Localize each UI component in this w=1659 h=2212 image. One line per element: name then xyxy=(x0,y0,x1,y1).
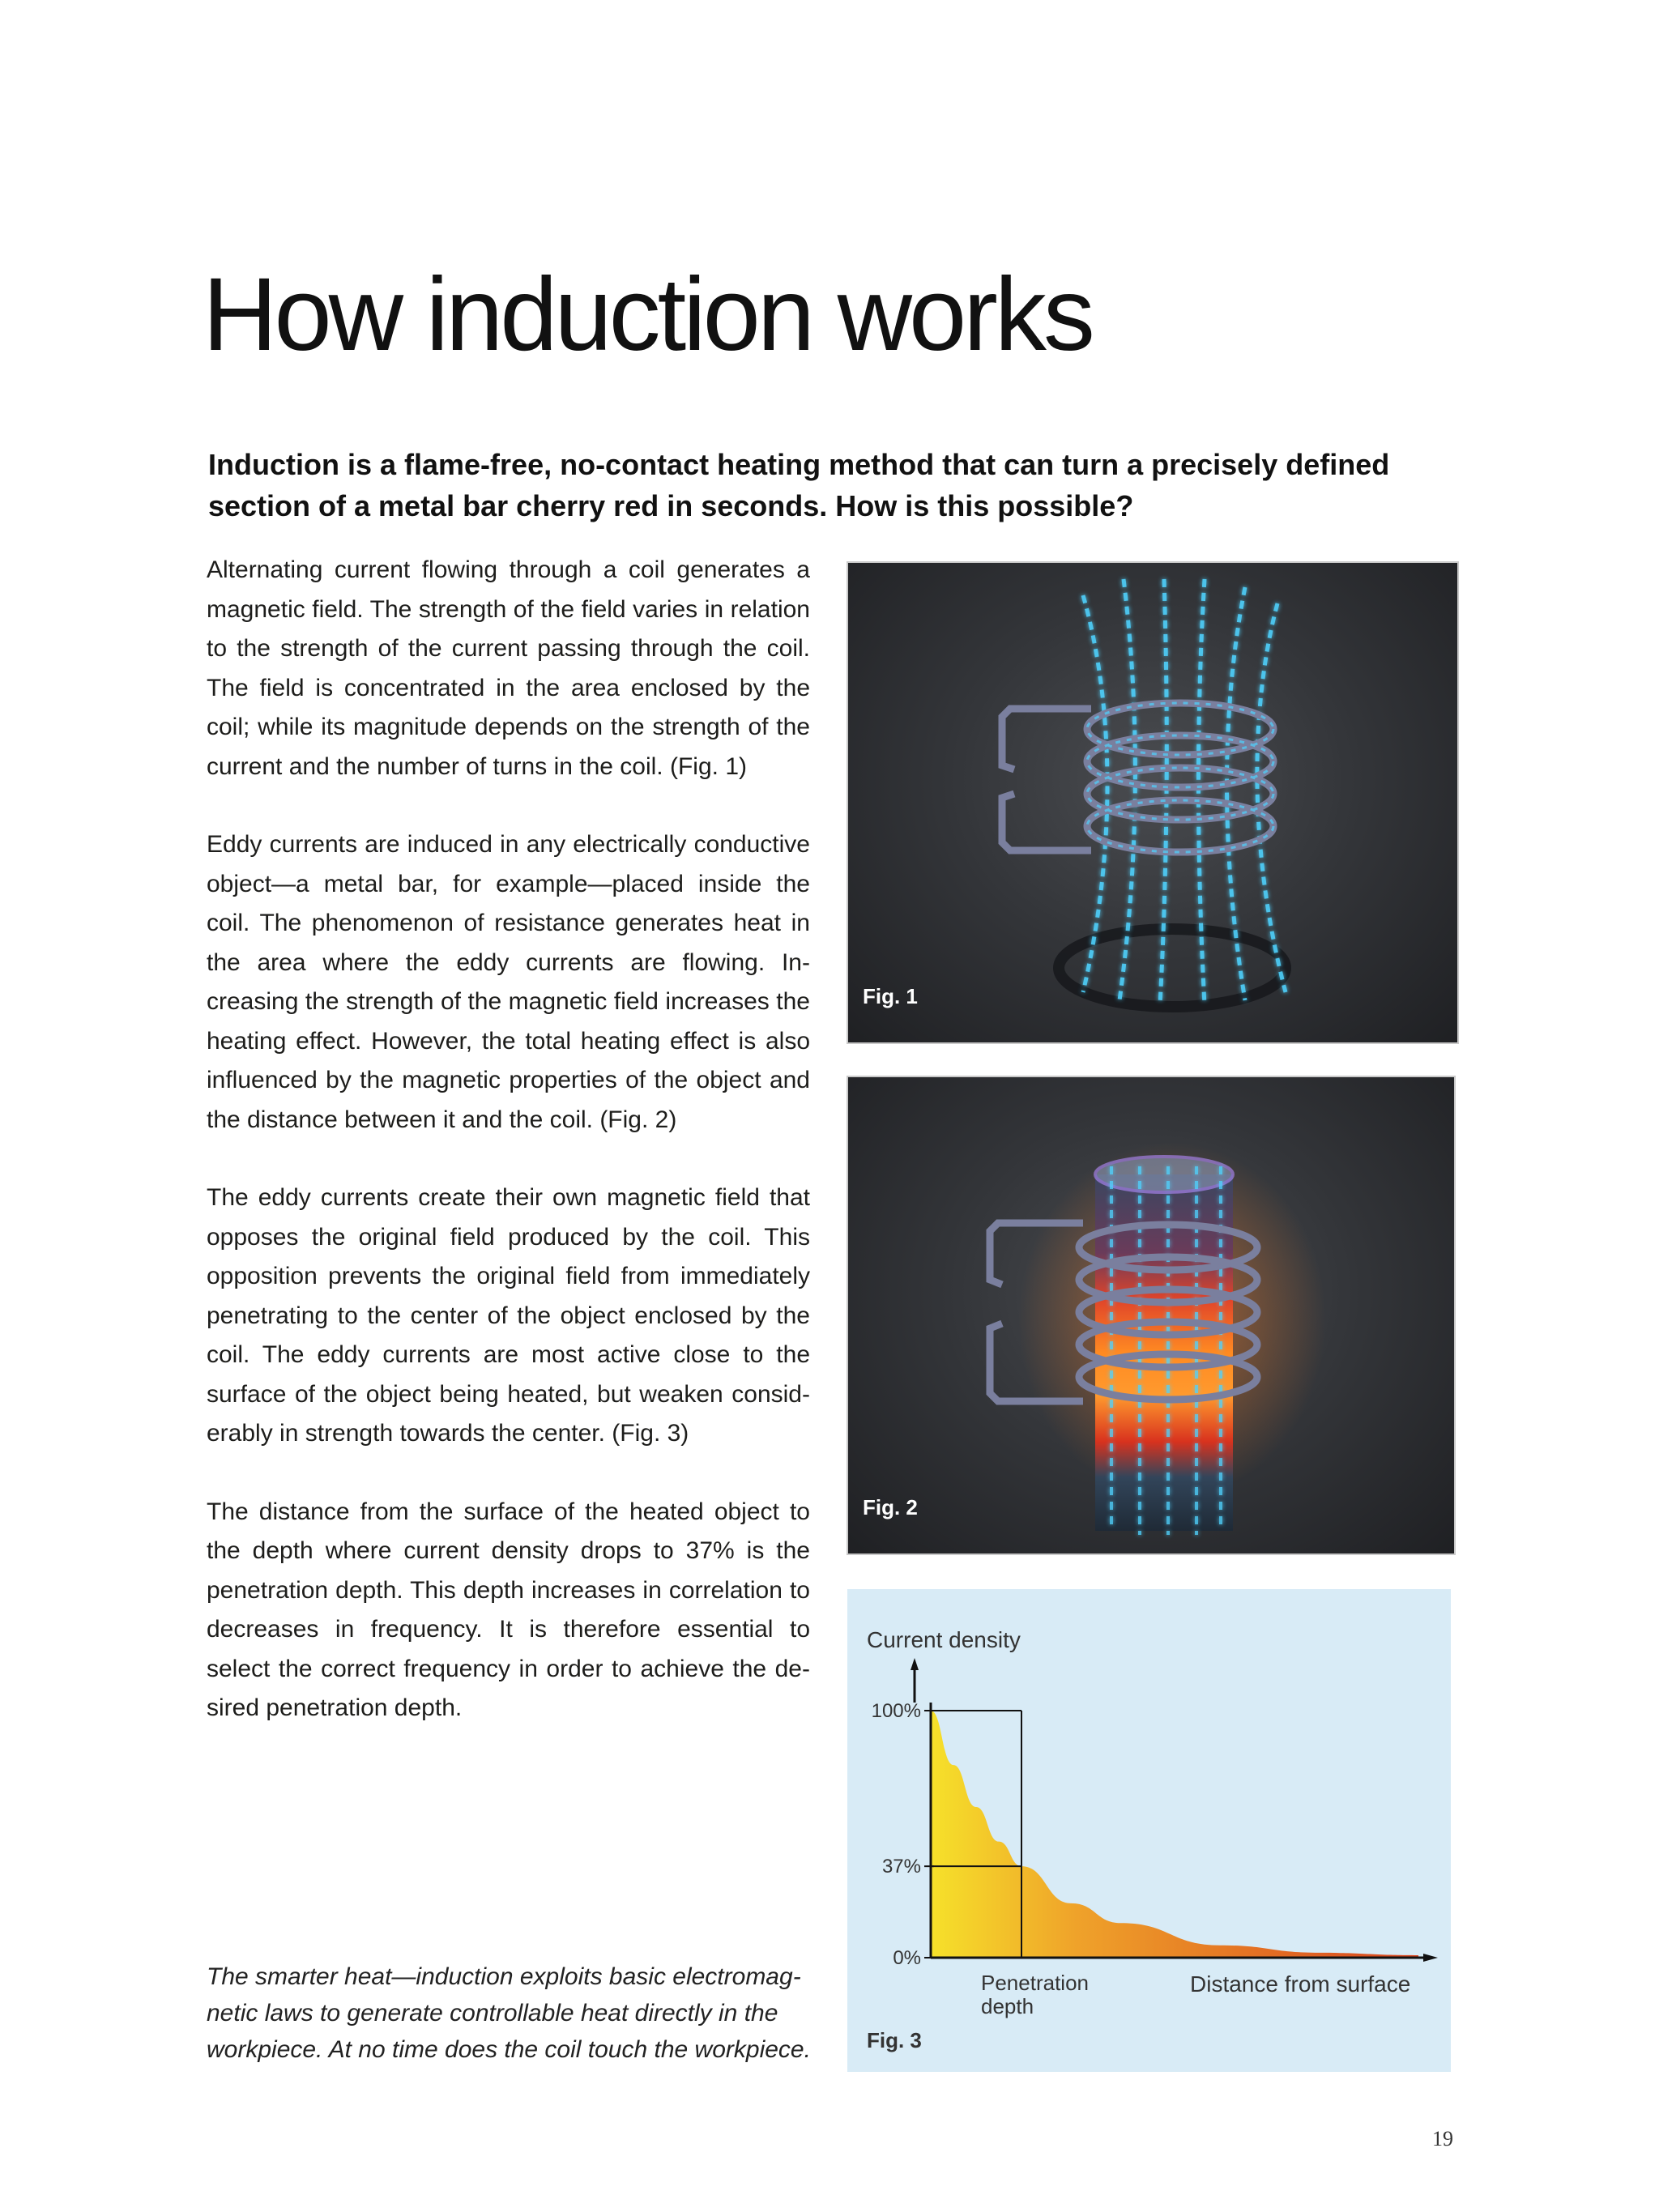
figure-2-heated-bar xyxy=(847,1076,1456,1555)
figure-3-current-density-chart xyxy=(847,1589,1451,2072)
body-paragraph: The eddy currents create their own magnetic field that opposes the original field produced by the coil. This opposition prevents the original field from immediately penetrating to the center of the object enclosed by the coil. The eddy currents are most active close to the surface of the object being heated, but weaken considerably in strength towards the center. (Fig. 3) xyxy=(207,1184,810,1447)
coil-illustration xyxy=(848,563,1457,1042)
x-axis-arrow xyxy=(1423,1954,1438,1962)
body-paragraph: The distance from the surface of the heated object to the depth where current density drops to 37% is the penetration depth. This depth increases in correlation to decreases in frequency. It is therefore essential to select the correct frequency in order to achieve the desired penetration depth. xyxy=(207,1498,810,1721)
y-tick-label: 0% xyxy=(893,1947,921,1969)
body-text-column xyxy=(207,551,810,1767)
image-caption: The smarter heat—induction exploits basic electromagnetic laws to generate controllable heat directly in the workpiece. At no time does the coil touch the workpiece. xyxy=(207,1963,811,2063)
bar-top xyxy=(1095,1157,1233,1192)
figure-label: Fig. 3 xyxy=(867,2028,922,2052)
page-number: 19 xyxy=(1432,2127,1453,2150)
figure-label: Fig. 2 xyxy=(863,1495,918,1519)
x-axis-label: Distance from surface xyxy=(1190,1971,1411,1997)
current-density-chart xyxy=(847,1589,1451,2072)
page-title: How induction works xyxy=(203,257,1092,373)
y-axis-label: Current density xyxy=(867,1627,1021,1652)
body-paragraph: Alternating current flowing through a coil generates a magnetic field. The strength of the field varies in relation to the strength of the current passing through the coil. The field is concentrated in the area enclosed by the coil; while its magnitude depends on the strength of the current and the number of turns in the coil. (Fig. 1) xyxy=(207,556,810,780)
body-paragraph: Eddy currents are induced in any electrically conductive object—a metal bar, for example—placed inside the coil. The phenomenon of resistance generates heat in the area where the eddy currents are flowing. Increasing the strength of the magnetic field increases the heating effect. However, the total heating effect is also influenced by the magnetic properties of the object and the distance between it and the coil. (Fig. 2) xyxy=(207,831,810,1133)
penetration-depth-label: Penetration depth xyxy=(981,1971,1089,2018)
density-curve-area xyxy=(931,1711,1418,1958)
y-tick-label: 37% xyxy=(881,1856,921,1878)
y-tick-label: 100% xyxy=(871,1700,921,1722)
y-axis-arrow xyxy=(911,1658,919,1670)
coil-turns xyxy=(1002,703,1273,852)
heated-bar-illustration xyxy=(848,1077,1454,1554)
figure-1-coil-field xyxy=(847,561,1459,1044)
figure-label: Fig. 1 xyxy=(863,984,918,1008)
lead-paragraph: Induction is a flame-free, no-contact heating method that can turn a precisely defined section of a metal bar cherry red in seconds. How is this possible? xyxy=(208,448,1390,522)
